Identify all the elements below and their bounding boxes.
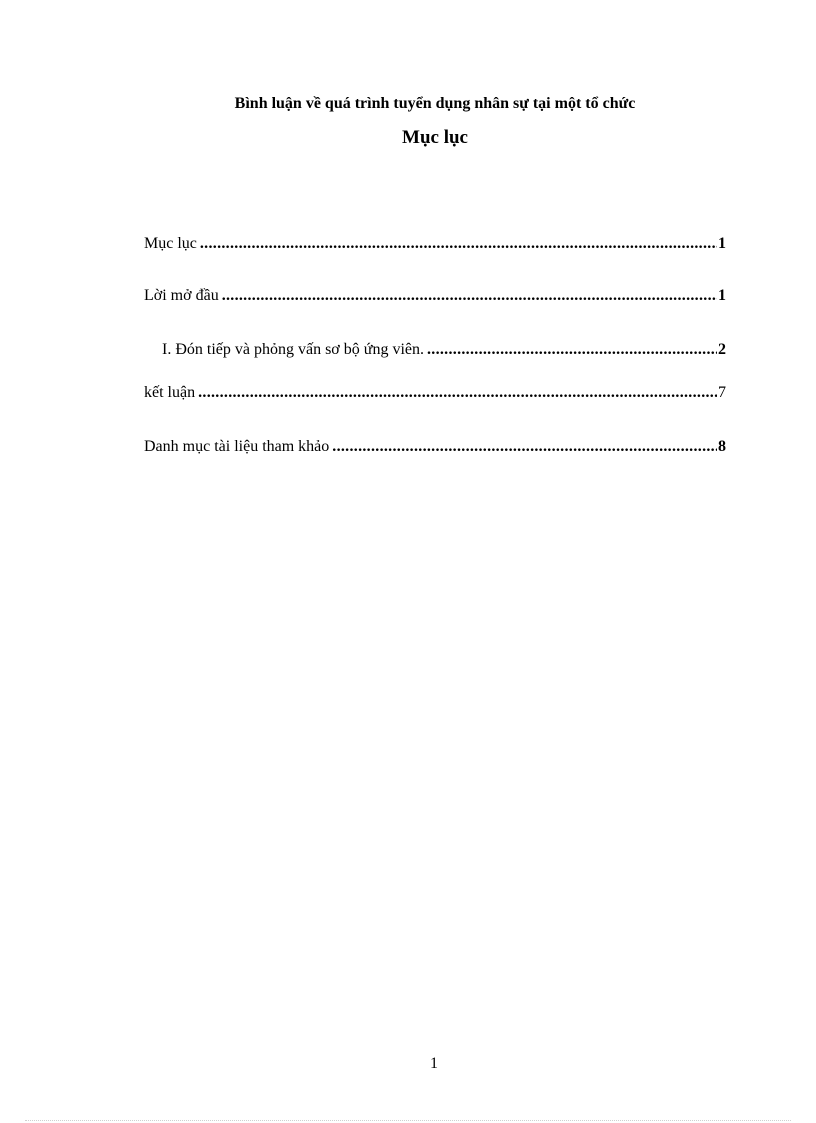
toc-entry-page: 1 (718, 287, 726, 304)
toc-heading: Mục lục (402, 127, 468, 148)
toc-entry-page: 1 (718, 235, 726, 252)
toc-entry[interactable] (144, 436, 726, 458)
toc-entry-label: Mục lục (144, 235, 197, 252)
toc-dot-leader (427, 339, 717, 361)
toc-entry-page: 8 (718, 438, 726, 455)
toc-dot-leader (198, 382, 717, 404)
toc-entry-label: Lời mở đầu (144, 287, 219, 304)
toc-entry-page: 2 (718, 341, 726, 358)
document-title: Bình luận về quá trình tuyển dụng nhân sự tại một tổ chức (234, 95, 636, 112)
toc-entry[interactable] (144, 339, 726, 361)
toc-dot-leader (200, 233, 717, 255)
page-number: 1 (430, 1055, 438, 1072)
toc-entry[interactable] (144, 382, 726, 404)
page-bottom-border (25, 1120, 791, 1121)
toc-entry-label: kết luận (144, 384, 196, 401)
toc-dot-leader (222, 285, 717, 307)
toc-entry-label: Danh mục tài liệu tham khảo (144, 438, 330, 455)
toc-entry[interactable] (144, 285, 726, 307)
toc-entry-page: 7 (718, 384, 726, 401)
toc-entry-label: I. Đón tiếp và phỏng vấn sơ bộ ứng viên. (162, 341, 424, 358)
toc-entry[interactable] (144, 233, 726, 255)
toc-dot-leader (332, 436, 717, 458)
